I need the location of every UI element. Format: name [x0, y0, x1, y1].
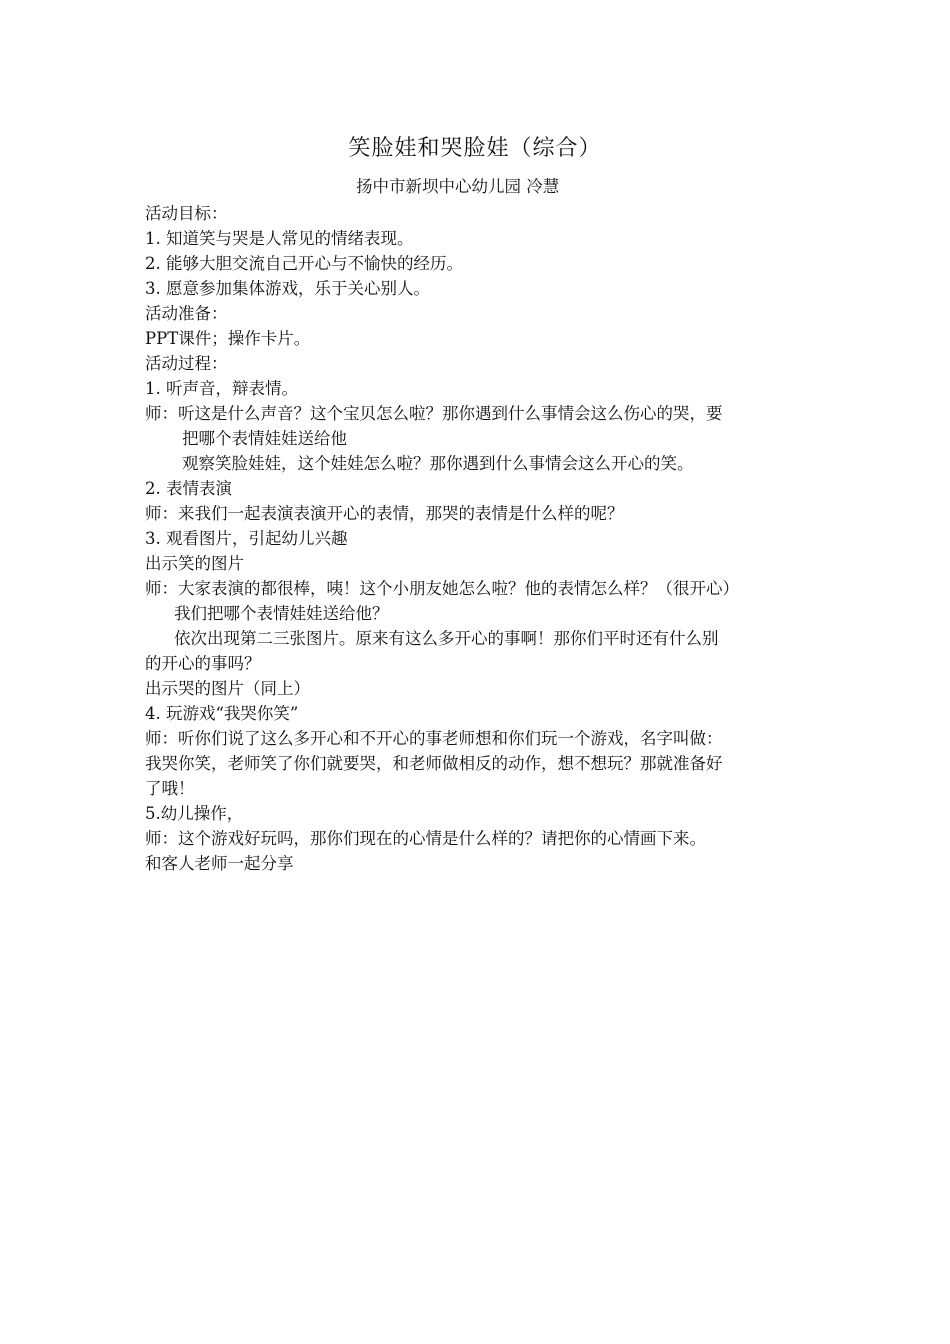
process-step: 2. 表情表演	[145, 479, 232, 498]
process-step: 4. 玩游戏“我哭你笑”	[145, 704, 299, 723]
process-step: 3. 观看图片，引起幼儿兴趣	[145, 529, 348, 548]
process-step: 1. 听声音，辩表情。	[145, 379, 298, 398]
section-heading-preparation: 活动准备：	[145, 304, 228, 323]
process-text: 和客人老师一起分享	[145, 854, 294, 873]
goal-item: 2. 能够大胆交流自己开心与不愉快的经历。	[145, 254, 463, 273]
process-text: 师：这个游戏好玩吗，那你们现在的心情是什么样的？请把你的心情画下来。	[145, 829, 706, 848]
process-text: 的开心的事吗？	[145, 654, 261, 673]
goal-item: 3. 愿意参加集体游戏，乐于关心别人。	[145, 279, 430, 298]
process-text: 了哦！	[145, 779, 195, 798]
preparation-text: PPT课件；操作卡片。	[145, 329, 311, 348]
document-body	[145, 201, 810, 876]
process-text: 出示哭的图片（同上）	[145, 679, 310, 698]
process-text: 师：听这是什么声音？这个宝贝怎么啦？那你遇到什么事情会这么伤心的哭，要	[145, 404, 723, 423]
author-line: 扬中市新坝中心幼儿园 冷慧	[356, 177, 560, 196]
goal-item: 1. 知道笑与哭是人常见的情绪表现。	[145, 229, 414, 248]
section-heading-goals: 活动目标：	[145, 204, 228, 223]
process-text: 我哭你笑，老师笑了你们就要哭，和老师做相反的动作，想不想玩？那就准备好	[145, 754, 723, 773]
process-text: 出示笑的图片	[145, 554, 244, 573]
process-text: 我们把哪个表情娃娃送给他？	[174, 604, 389, 623]
process-text: 观察笑脸娃娃，这个娃娃怎么啦？那你遇到什么事情会这么开心的笑。	[182, 454, 694, 473]
process-text: 师：大家表演的都很棒，咦！这个小朋友她怎么啦？他的表情怎么样？（很开心）	[145, 579, 739, 598]
process-text: 师：来我们一起表演表演开心的表情，那哭的表情是什么样的呢？	[145, 504, 624, 523]
section-heading-process: 活动过程：	[145, 354, 228, 373]
process-step: 5.幼儿操作，	[145, 804, 244, 823]
process-text: 把哪个表情娃娃送给他	[182, 429, 347, 448]
process-text: 依次出现第二三张图片。原来有这么多开心的事啊！那你们平时还有什么别	[174, 629, 719, 648]
process-text: 师：听你们说了这么多开心和不开心的事老师想和你们玩一个游戏，名字叫做：	[145, 729, 723, 748]
document-title: 笑脸娃和哭脸娃（综合）	[348, 136, 602, 161]
